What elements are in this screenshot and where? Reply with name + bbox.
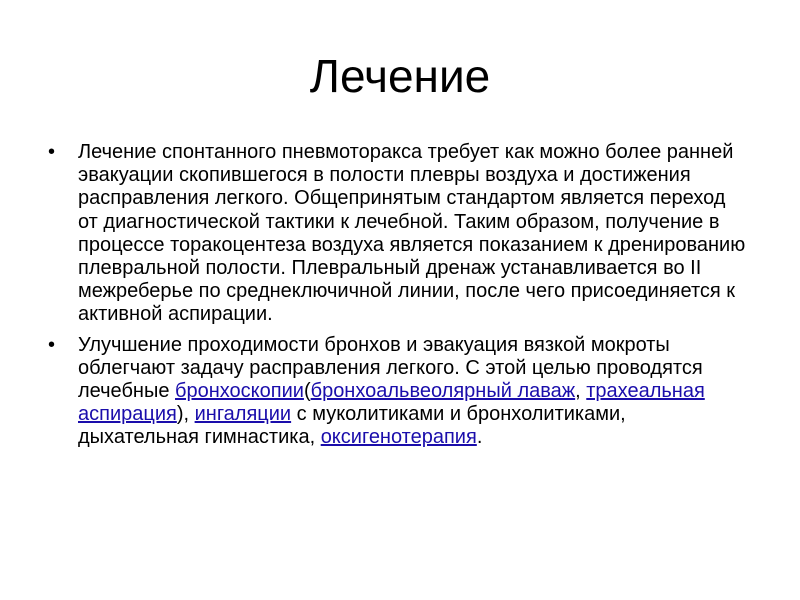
bullet-text-therapeutic: лечебные <box>78 380 176 403</box>
bullet-text-continuation: с муколитиками и бронхолитиками, дыхательная гимнастика, <box>78 403 626 449</box>
bullet-dot-icon: • <box>48 333 56 356</box>
bullet-item-bronchial-patency <box>48 334 748 450</box>
bullet-text-intro: Улучшение проходимости бронхов и эвакуация вязкой мокроты облегчают задачу расправления легкого. С этой целью проводятся <box>78 333 703 379</box>
paren-close: ), <box>176 403 195 426</box>
bullet-text: Лечение спонтанного пневмоторакса требует как можно более ранней эвакуации скопившегося в полости плевры воздуха и достижения расправления легкого. Общепринятым стандартом является переход от диагностической тактики к лечебной. Таким образом, получение в процессе торакоцентеза воздуха является показанием к дренированию плевральной полости. Плевральный дренаж устанавливается во II межреберье по среднеключичной линии, после чего присоединяется к активной аспирации. <box>78 141 746 326</box>
paren-open: ( <box>303 380 311 403</box>
link-inhalation[interactable]: ингаляции <box>194 403 292 426</box>
bullet-item-treatment <box>48 141 748 327</box>
link-tracheal-aspiration[interactable]: трахеальная аспирация <box>78 380 705 426</box>
period: . <box>476 426 483 449</box>
bullet-list <box>48 141 748 457</box>
link-bronchoalveolar-lavage[interactable]: бронхоальвеолярный лаваж <box>310 380 576 403</box>
bullet-dot-icon: • <box>48 141 56 163</box>
separator-comma: , <box>575 380 587 403</box>
slide-title: Лечение <box>309 50 491 102</box>
link-oxygen-therapy[interactable]: оксигенотерапия <box>320 426 477 449</box>
link-bronchoscopy[interactable]: бронхоскопии <box>175 380 304 403</box>
